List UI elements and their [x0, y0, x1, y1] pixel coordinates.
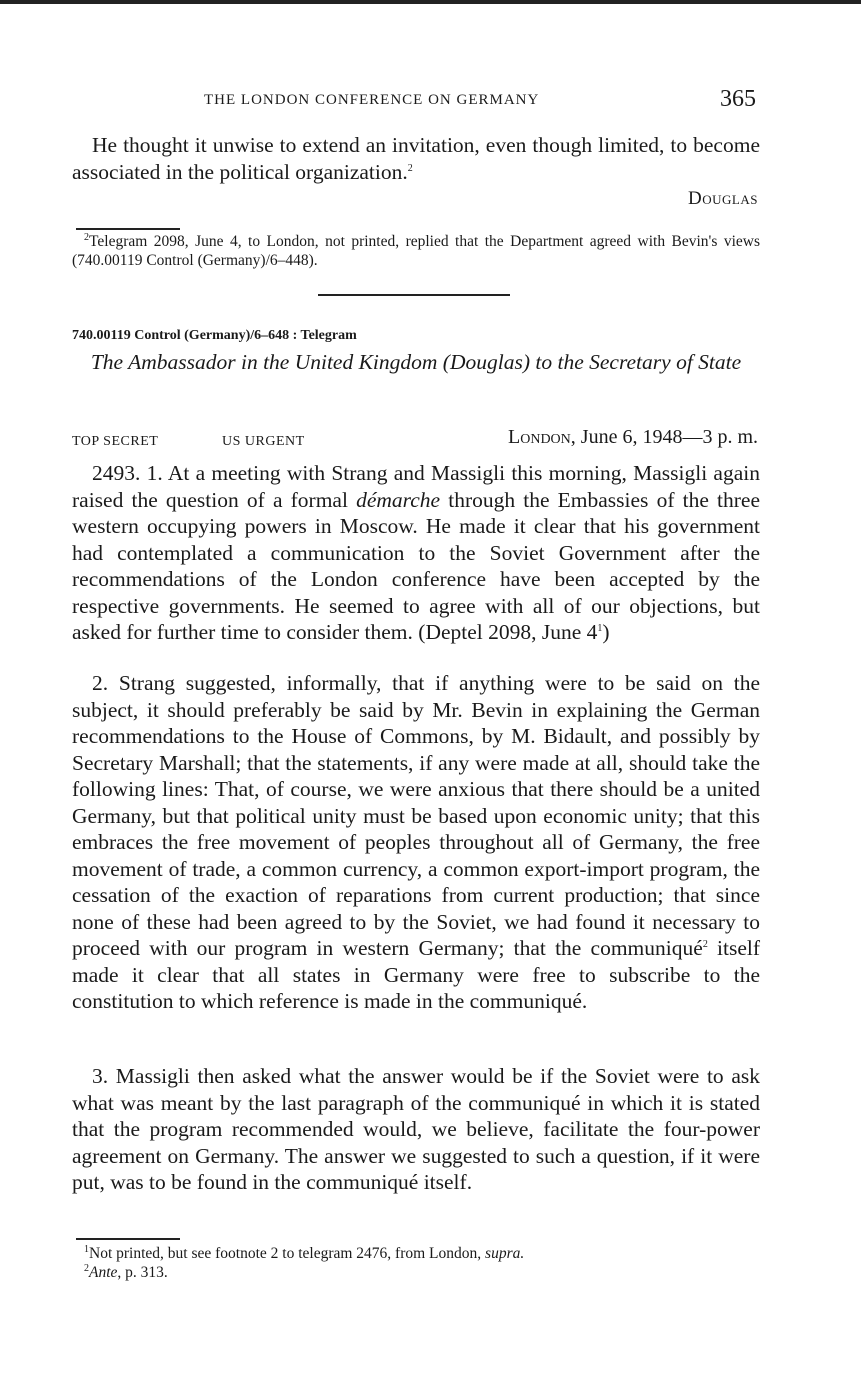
- footnote-1: $^1$Not printed, but see footnote 2 to telegram 2476, from London, supra.: [84, 1243, 525, 1262]
- file-reference: 740.00119 Control (Germany)/6–648 : Telegram: [72, 328, 357, 343]
- classification: TOP SECRET: [72, 434, 159, 449]
- date-time: , June 6, 1948—3 p. m.: [570, 426, 758, 448]
- closing-paragraph-text: He thought it unwise to extend an invitation, even though limited, to become associated in the political organization.: [72, 133, 760, 184]
- running-title: THE LONDON CONFERENCE ON GERMANY: [204, 92, 540, 108]
- paragraph-1: 2493. 1. At a meeting with Strang and Massigli this morning, Massigli again raised the question of a formal démarche through the Embassies of the three western occupying powers in Moscow. He made it clear that his government had contemplated a communication to the Soviet Government after the recommendations of the London conference have been accepted by the respective governments. He seemed to agree with all of our objections, but asked for further time to consider them. (Deptel 2098, June $4^1$): [72, 461, 760, 644]
- footnote-ref-2: 2: [702, 938, 708, 950]
- document-title: The Ambassador in the United Kingdom (Douglas) to the Secretary of State: [90, 350, 742, 374]
- footnote-previous: [72, 232, 760, 270]
- place-date: [508, 426, 758, 449]
- document-separator: [318, 294, 510, 296]
- paragraph-2: 2. Strang suggested, informally, that if anything were to be said on the subject, it should preferably be said by Mr. Bevin in explaining the German recommendations to the House of Commons, by M. Bidault, and possibly by Secretary Marshall; that the statements, if any were made at all, should take the following lines: That, of course, we were anxious that there should be a united Germany, but that political unity must be based upon economic unity; that this embraces the free movement of peoples throughout all of Germany, the free movement of trade, a common currency, a common export-import program, the cessation of the exaction of reparations from current production; that since none of these had been agreed to by the Soviet, we had found it necessary to proceed with our program in western Germany; that the communiqué$^2$ itself made it clear that all states in Germany were free to subscribe to the constitution to which reference is made in the communiqué.: [72, 671, 760, 1013]
- footnote-divider-bottom: [76, 1238, 180, 1240]
- footnote-ref-2: 2: [407, 162, 413, 174]
- demarche-term: démarche: [356, 487, 441, 512]
- footnote-2: $^2$Ante, p. 313.: [84, 1262, 168, 1281]
- previous-closing-paragraph: [72, 132, 760, 185]
- dateline: [72, 426, 760, 452]
- page-number: 365: [720, 86, 756, 112]
- running-head: [72, 88, 760, 116]
- place: London: [508, 426, 571, 448]
- paragraph-3: 3. Massigli then asked what the answer would be if the Soviet were to ask what was meant by the last paragraph of the communiqué in which it is stated that the program recommended would, we believe, facilitate the four-power agreement on Germany. The answer we suggested to such a question, if it were put, was to be found in the communiqué itself.: [72, 1064, 760, 1194]
- footnotes-bottom: [72, 1244, 760, 1282]
- priority: US URGENT: [222, 434, 305, 449]
- top-edge-bar: [0, 0, 861, 4]
- footnote-divider: [76, 228, 180, 230]
- footnote-ref-1: 1: [597, 622, 603, 634]
- signature: Douglas: [688, 188, 758, 209]
- footnote-text: Telegram 2098, June 4, to London, not printed, replied that the Department agreed with Bevin's views (740.00119 Control (Germany)/6–448).: [72, 233, 760, 269]
- footnote-mark: 2: [84, 231, 89, 243]
